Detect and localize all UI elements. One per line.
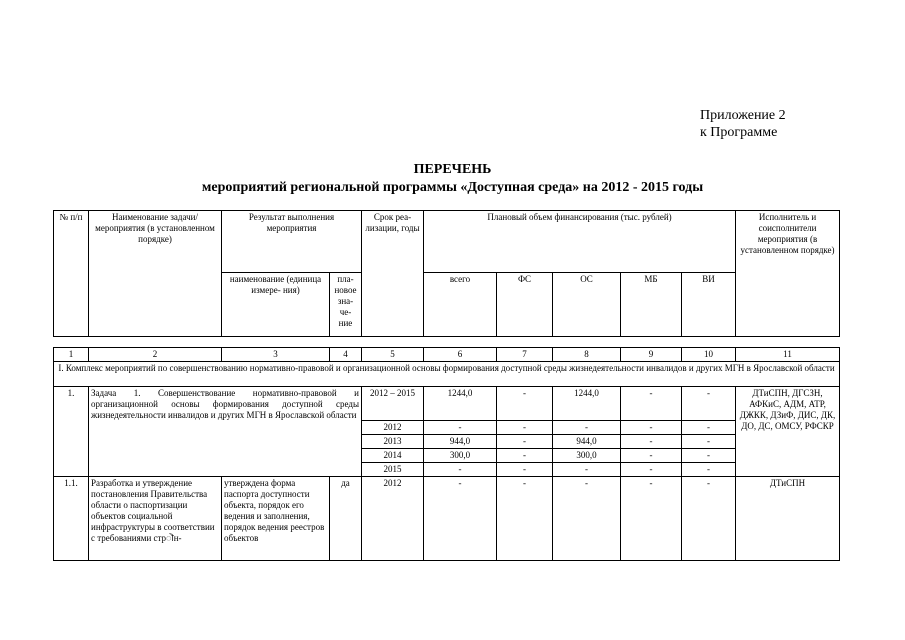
header-total: всего (424, 273, 497, 337)
task1-vi: - (682, 421, 736, 435)
item-plan: да (330, 477, 362, 561)
item-total: - (424, 477, 497, 561)
item-os: - (553, 477, 621, 561)
task1-mb: - (621, 449, 682, 463)
task1-term: 2014 (362, 449, 424, 463)
col-number: 1 (54, 348, 89, 362)
task1-os: 944,0 (553, 435, 621, 449)
task1-mb: - (621, 435, 682, 449)
header-term: Срок реа- лизации, годы (362, 211, 424, 337)
header-result-plan: пла- новое зна- че- ние (330, 273, 362, 337)
task1-vi: - (682, 449, 736, 463)
document-subtitle: мероприятий региональной программы «Доступная среда» на 2012 - 2015 годы (201, 180, 704, 195)
task1-total: - (424, 463, 497, 477)
task1-total: 944,0 (424, 435, 497, 449)
col-number: 7 (497, 348, 553, 362)
task1-total: 1244,0 (424, 387, 497, 421)
item-term: 2012 (362, 477, 424, 561)
body-table (53, 347, 840, 561)
header-table (53, 210, 840, 337)
task1-fs: - (497, 463, 553, 477)
task1-term: 2012 (362, 421, 424, 435)
task1-num: 1. (54, 387, 89, 477)
task1-mb: - (621, 463, 682, 477)
task1-vi: - (682, 387, 736, 421)
task1-vi: - (682, 435, 736, 449)
item-result: утверждена форма паспорта доступности объекта, порядок его ведения и заполнения, порядок ведения реестров объектов (222, 477, 330, 561)
document-title: ПЕРЕЧЕНЬ (413, 162, 492, 177)
header-fs: ФС (497, 273, 553, 337)
task1-vi: - (682, 463, 736, 477)
task1-term: 2012 – 2015 (362, 387, 424, 421)
item-num: 1.1. (54, 477, 89, 561)
task1-fs: - (497, 435, 553, 449)
task1-mb: - (621, 421, 682, 435)
task1-os: - (553, 421, 621, 435)
header-mb: МБ (621, 273, 682, 337)
col-number: 3 (222, 348, 330, 362)
header-os: ОС (553, 273, 621, 337)
task1-os: 300,0 (553, 449, 621, 463)
item-fs: - (497, 477, 553, 561)
header-num: № п/п (54, 211, 89, 337)
appendix-note (700, 107, 786, 141)
task1-name: Задача 1. Совершенствование нормативно-правовой и организационной основы формирования доступной среды жизнедеятельности инвалидов и других МГН в Ярославской области (89, 387, 362, 477)
item-vi: - (682, 477, 736, 561)
item-executor: ДТиСПН (736, 477, 840, 561)
task1-term: 2015 (362, 463, 424, 477)
appendix-line2: к Программе (700, 125, 778, 140)
header-executor: Исполнитель и соисполнители мероприятия (в установленном порядке) (736, 211, 840, 337)
task1-total: 300,0 (424, 449, 497, 463)
task1-fs: - (497, 421, 553, 435)
task1-mb: - (621, 387, 682, 421)
col-number: 4 (330, 348, 362, 362)
item-mb: - (621, 477, 682, 561)
task1-os: 1244,0 (553, 387, 621, 421)
section-heading: I. Комплекс мероприятий по совершенствованию нормативно-правовой и организационной основы формирования доступной среды жизнедеятельности инвалидов и других МГН в Ярославской области (54, 362, 840, 387)
col-number: 6 (424, 348, 497, 362)
task1-os: - (553, 463, 621, 477)
col-number: 8 (553, 348, 621, 362)
header-result: Результат выполнения мероприятия (222, 211, 362, 273)
appendix-line1: Приложение 2 (700, 108, 786, 123)
task1-fs: - (497, 387, 553, 421)
task1-term: 2013 (362, 435, 424, 449)
item-name: Разработка и утверждение постановления Правительства области о паспортизации объектов социальной инфраструктуры в соответствии с требованиями стрॊн- (89, 477, 222, 561)
header-funding: Плановый объем финансирования (тыс. рублей) (424, 211, 736, 273)
header-result-name: наименование (единица измере- ния) (222, 273, 330, 337)
col-number: 11 (736, 348, 840, 362)
col-number: 5 (362, 348, 424, 362)
col-number: 10 (682, 348, 736, 362)
task1-executor: ДТиСПН, ДГСЗН, АФКиС, АДМ, АТР, ДЖКК, ДЗиФ, ДИС, ДК, ДО, ДС, ОМСУ, РФСКР (736, 387, 840, 477)
task1-fs: - (497, 449, 553, 463)
task1-total: - (424, 421, 497, 435)
header-vi: ВИ (682, 273, 736, 337)
header-task: Наименование задачи/ мероприятия (в установленном порядке) (89, 211, 222, 337)
col-number: 2 (89, 348, 222, 362)
col-number: 9 (621, 348, 682, 362)
